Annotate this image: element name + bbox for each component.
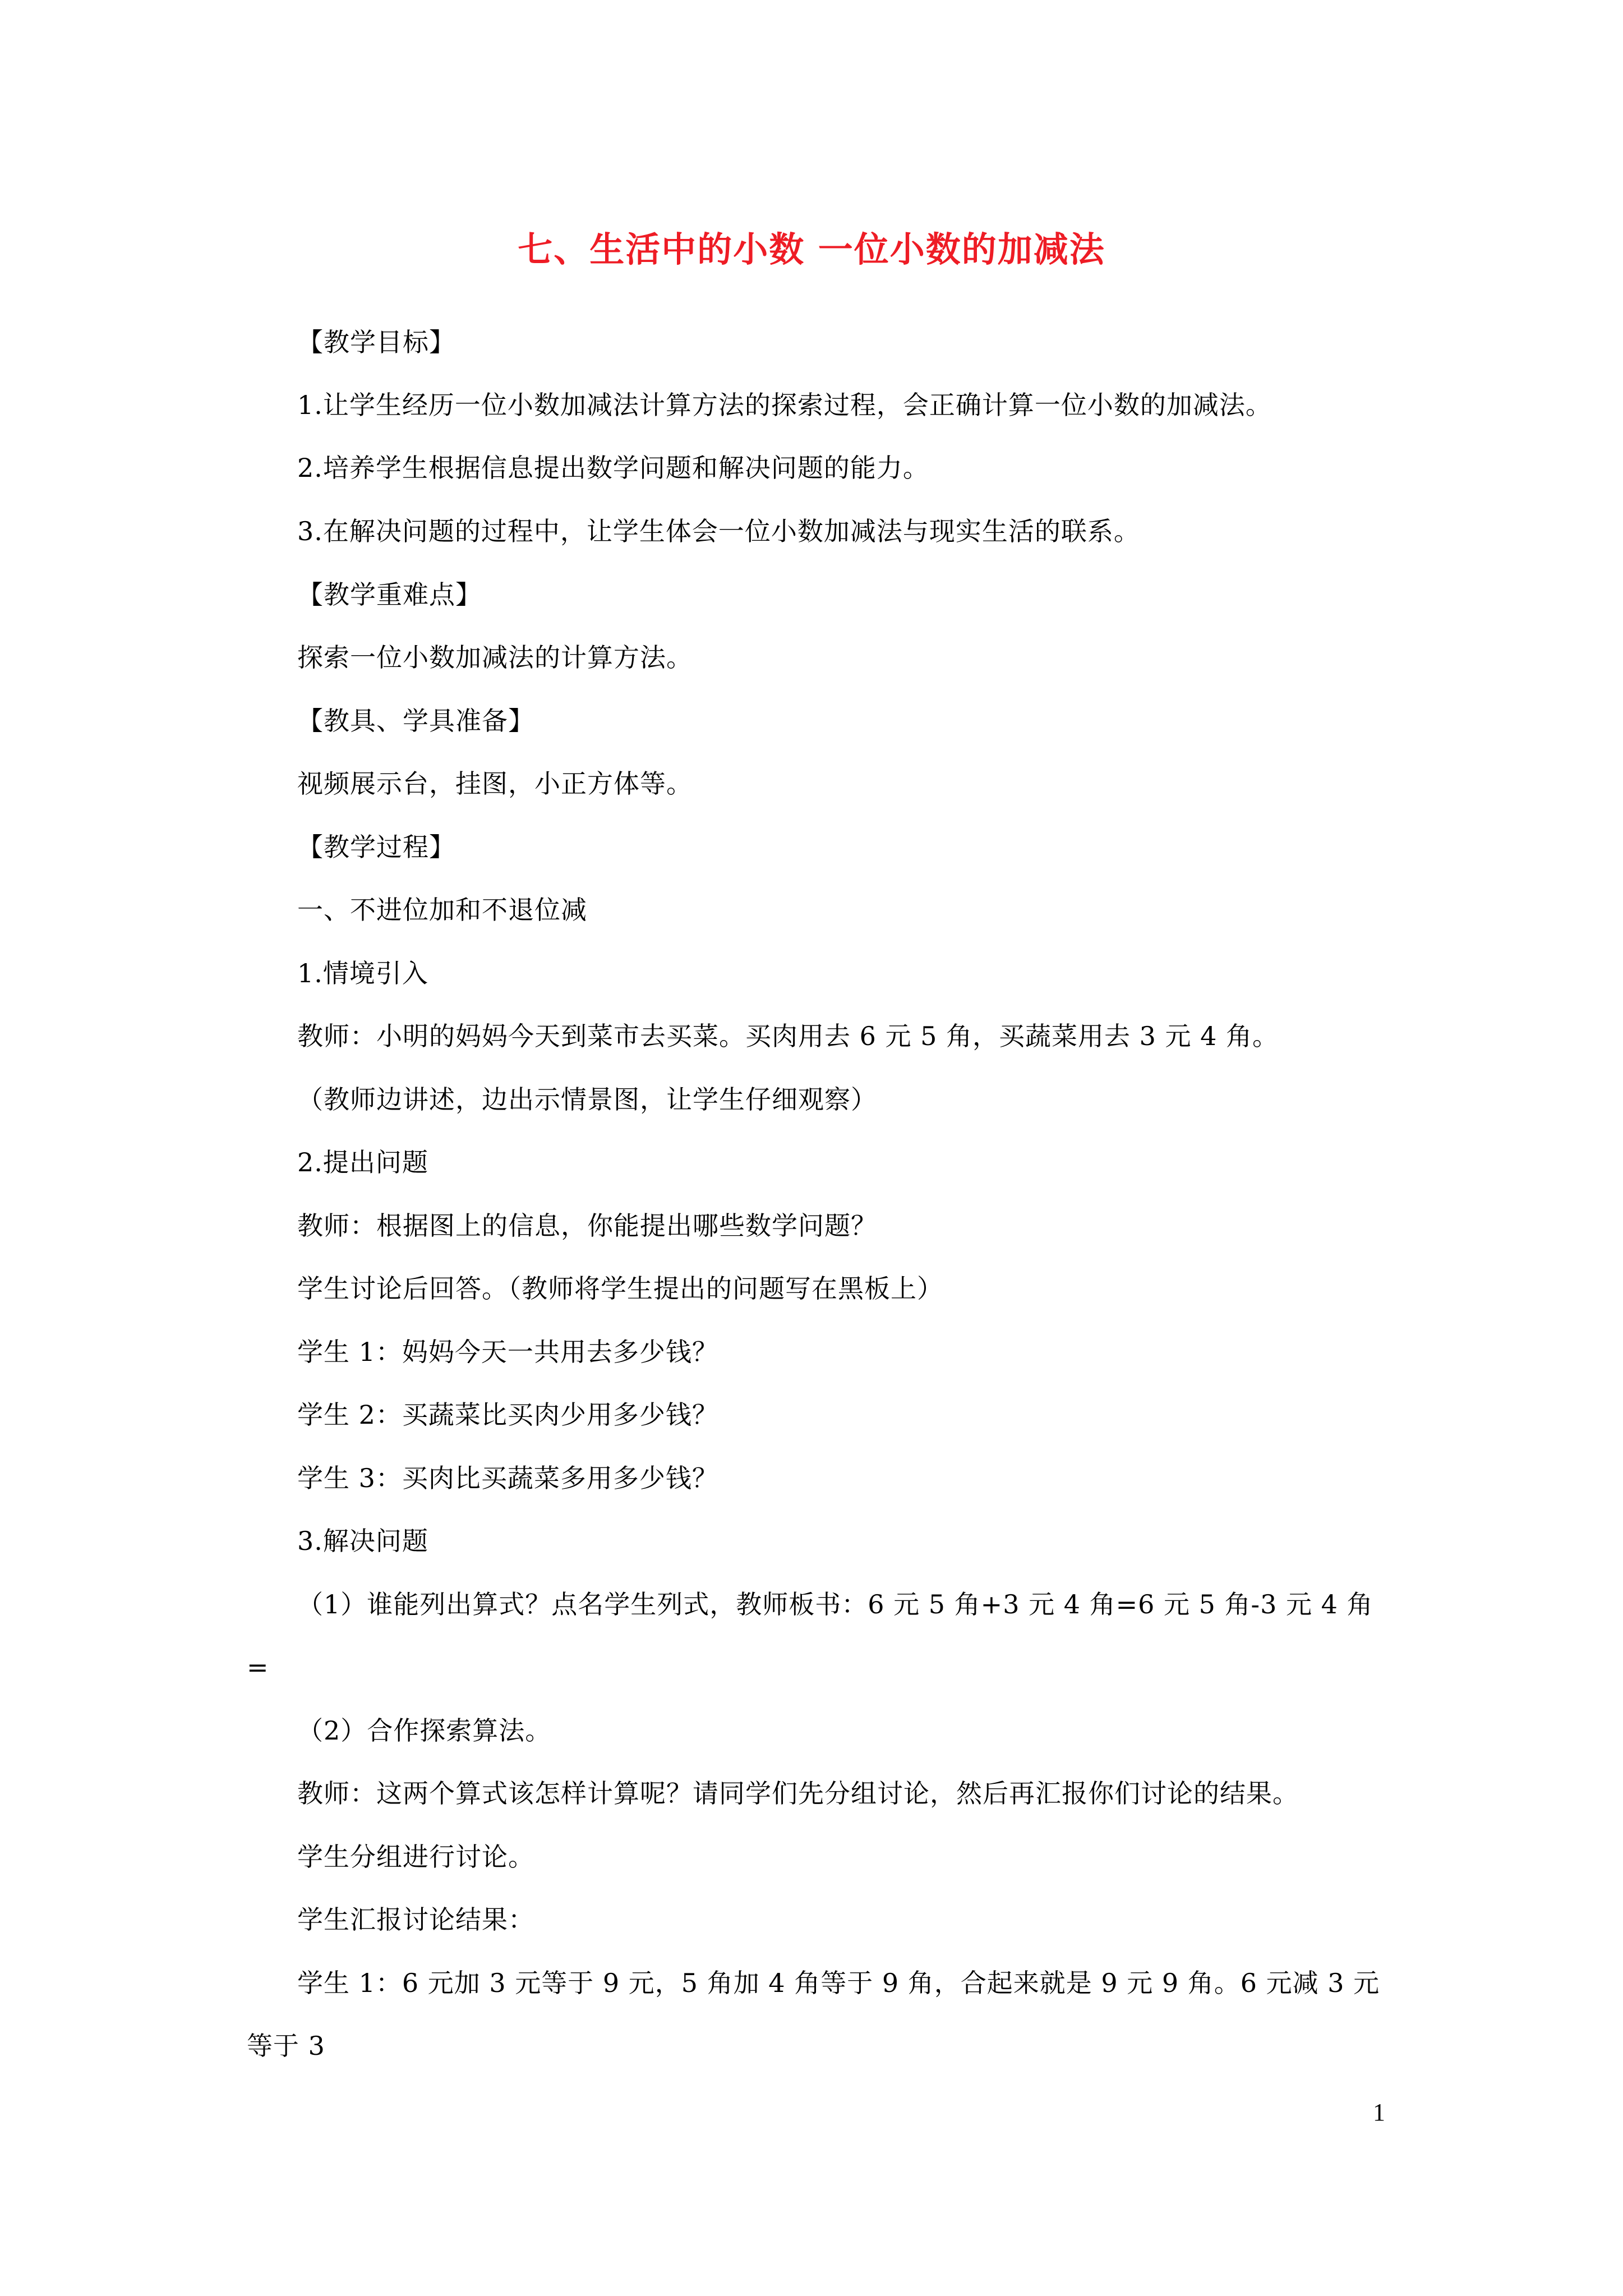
- paragraph-line: 2.培养学生根据信息提出数学问题和解决问题的能力。: [297, 453, 929, 483]
- paragraph-line: 教师：小明的妈妈今天到菜市去买菜。买肉用去 6 元 5 角，买蔬菜用去 3 元 4 角。: [297, 1021, 1279, 1051]
- paragraph-line: 探索一位小数加减法的计算方法。: [297, 642, 693, 673]
- section-heading-objectives: 【教学目标】: [297, 327, 455, 357]
- page-number: 1: [1373, 2099, 1385, 2126]
- paragraph-line: （1）谁能列出算式？点名学生列式，教师板书：6 元 5 角+3 元 4 角=6 元 5 角-3 元 4 角: [297, 1589, 1373, 1619]
- paragraph-line: 1.让学生经历一位小数加减法计算方法的探索过程，会正确计算一位小数的加减法。: [297, 390, 1272, 420]
- paragraph-line: 3.解决问题: [297, 1526, 428, 1556]
- paragraph-line: 学生汇报讨论结果：: [297, 1904, 534, 1935]
- section-heading-materials: 【教具、学具准备】: [297, 706, 534, 736]
- paragraph-line: 视频展示台，挂图，小正方体等。: [297, 769, 693, 799]
- paragraph-line-continuation: 等于 3: [247, 2031, 325, 2061]
- paragraph-line: （教师边讲述，边出示情景图，让学生仔细观察）: [297, 1084, 877, 1115]
- paragraph-line: 学生 3：买肉比买蔬菜多用多少钱？: [297, 1463, 718, 1493]
- paragraph-line: 学生 1：6 元加 3 元等于 9 元，5 角加 4 角等于 9 角，合起来就是 9 元 9 角。6 元减 3 元: [297, 1968, 1380, 1998]
- paragraph-line: 教师：根据图上的信息，你能提出哪些数学问题？: [297, 1211, 877, 1241]
- paragraph-line: 3.在解决问题的过程中，让学生体会一位小数加减法与现实生活的联系。: [297, 516, 1140, 546]
- paragraph-line: 一、不进位加和不退位减: [297, 895, 587, 925]
- paragraph-line: 学生 1：妈妈今天一共用去多少钱？: [297, 1337, 718, 1367]
- paragraph-line: 1.情境引入: [297, 958, 428, 988]
- paragraph-line: 学生分组进行讨论。: [297, 1842, 534, 1872]
- section-heading-key-points: 【教学重难点】: [297, 579, 482, 610]
- document-title: 七、生活中的小数 一位小数的加减法: [518, 229, 1105, 270]
- paragraph-line: 学生讨论后回答。（教师将学生提出的问题写在黑板上）: [297, 1273, 943, 1304]
- section-heading-process: 【教学过程】: [297, 832, 455, 862]
- paragraph-line: 教师：这两个算式该怎样计算呢？请同学们先分组讨论，然后再汇报你们讨论的结果。: [297, 1778, 1299, 1809]
- paragraph-line: 2.提出问题: [297, 1147, 428, 1177]
- paragraph-line: 学生 2：买蔬菜比买肉少用多少钱？: [297, 1400, 718, 1430]
- paragraph-line: （2）合作探索算法。: [297, 1715, 552, 1746]
- paragraph-line-continuation: =: [247, 1652, 269, 1682]
